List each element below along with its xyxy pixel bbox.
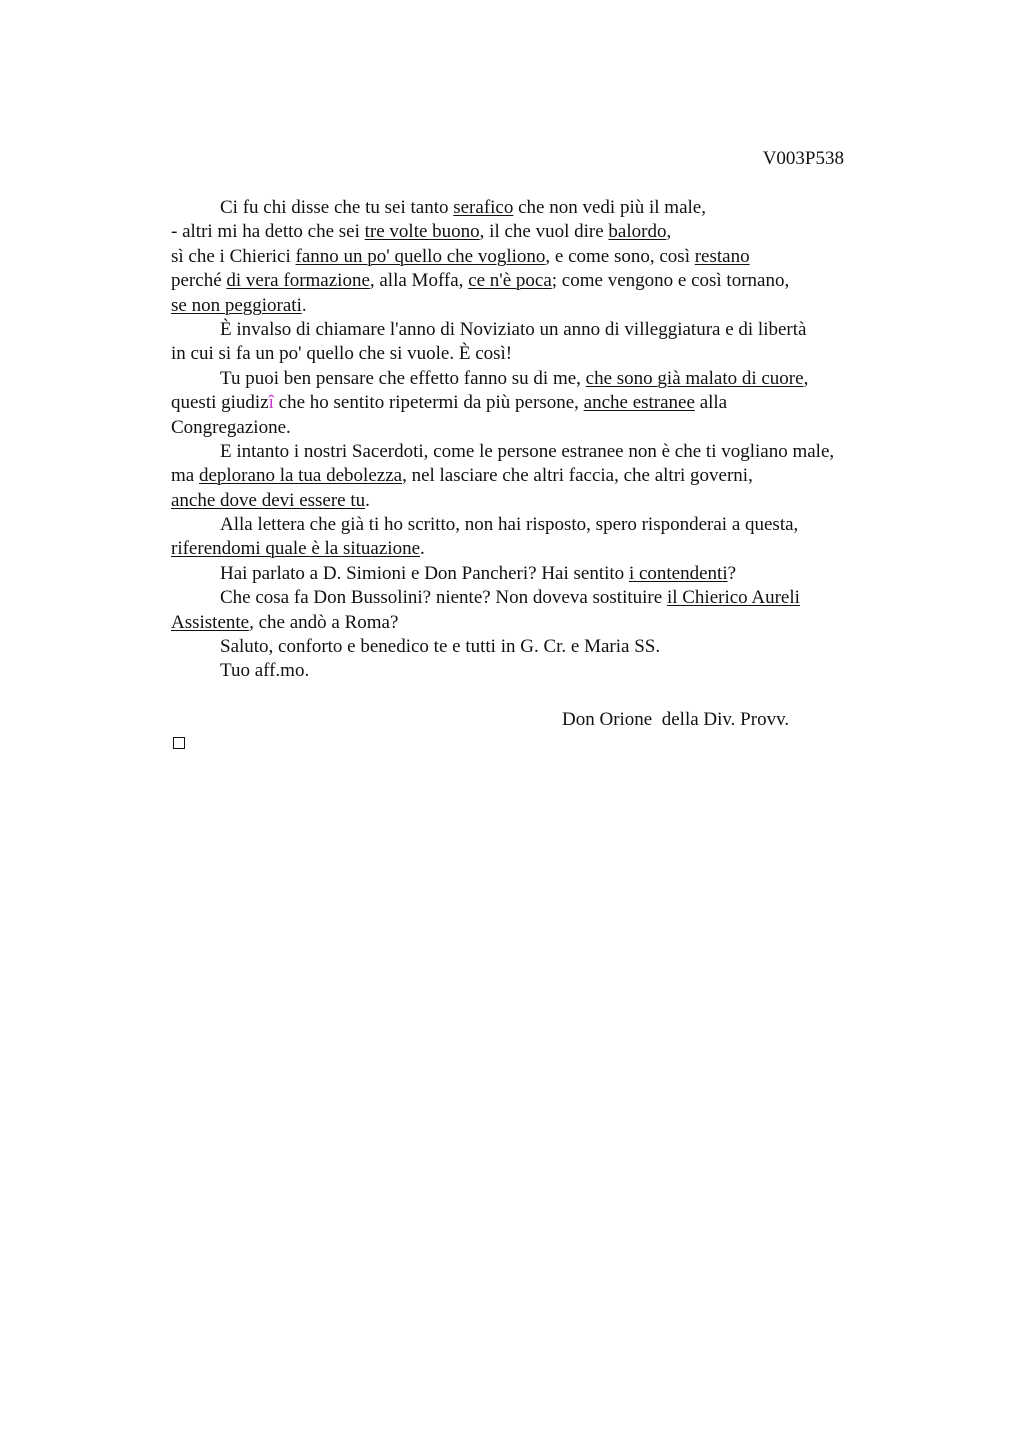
text-line [171,635,891,659]
underlined-phrase: restano [694,245,750,267]
underlined-phrase: serafico [453,197,514,218]
underlined-phrase: anche estranee [583,392,695,414]
text-segment: Saluto, conforto e benedico te e tutti in G. Cr. e Maria SS. [220,636,661,658]
text-line [171,245,891,269]
text-segment: , il che vuol dire [479,221,609,243]
text-segment: Che cosa fa Don Bussolini? niente? Non doveva sostituire [220,587,667,609]
underlined-phrase: i contendenti [628,562,728,584]
text-segment: . [365,489,370,511]
text-line [171,513,891,537]
text-segment: ma [171,465,199,487]
text-segment: , che andò a Roma? [249,611,399,633]
text-segment: Tuo aff.mo. [220,660,310,682]
text-segment: È invalso di chiamare l'anno di Noviziato un anno di villeggiatura e di libertà [220,318,807,340]
text-segment: . [420,538,425,560]
page-identifier: V003P538 [762,148,844,169]
text-segment: questi giudiz [171,392,269,414]
text-line [171,489,891,513]
text-segment: . [301,294,307,316]
text-line [171,196,891,220]
text-segment: , e come sono, così [545,245,695,267]
text-line [171,220,891,244]
text-line [171,269,891,293]
text-line [171,586,891,610]
underlined-phrase: fanno un po' quello che vogliono [295,245,546,267]
square-outline-icon [173,737,185,749]
text-line [171,294,891,318]
text-segment: Alla lettera che già ti ho scritto, non hai risposto, spero risponderai a questa, [220,514,799,536]
text-segment: , [666,221,672,243]
text-segment: in cui si fa un po' quello che si vuole. È così! [171,343,513,365]
text-segment: Hai parlato a D. Simioni e Don Pancheri? Hai sentito [220,562,629,584]
text-segment: Tu puoi ben pensare che effetto fanno su di me, [220,367,586,389]
text-line [171,562,891,586]
text-segment: alla [694,392,728,414]
text-segment: , alla Moffa, [369,270,469,292]
text-line [171,342,891,366]
text-segment: ; come vengono e così tornano, [551,270,790,292]
underlined-phrase: balordo [608,221,667,243]
underlined-phrase: tre volte buono [364,221,480,243]
text-segment: ? [727,562,737,584]
underlined-phrase: riferendomi quale è la situazione [171,538,421,560]
text-line [171,318,891,342]
underlined-phrase: deplorano la tua debolezza [198,465,403,487]
text-segment: , [803,367,809,389]
marked-character: î [268,392,274,414]
underlined-phrase: ce n'è poca [468,270,552,292]
text-line [171,464,891,488]
text-line [171,416,891,440]
underlined-phrase: il Chierico Aureli [666,587,800,609]
text-line [171,537,891,561]
text-segment: Ci fu chi disse che tu sei tanto [220,197,454,218]
underlined-phrase: Assistente [171,611,250,633]
underlined-phrase: che sono già malato di cuore [585,367,804,389]
underlined-phrase: se non peggiorati [171,294,302,316]
text-segment: E intanto i nostri Sacerdoti, come le persone estranee non è che ti vogliano male, [220,440,835,462]
letter-body [171,196,891,684]
text-line [171,440,891,464]
text-segment: sì che i Chierici [171,245,296,267]
text-segment: , nel lasciare che altri faccia, che altri governi, [402,465,753,487]
text-line [171,391,891,415]
text-segment: che non vedi più il male, [513,197,706,218]
text-segment: perché [171,270,227,292]
signature: Don Orione della Div. Provv. [562,709,790,730]
underlined-phrase: anche dove devi essere tu [171,489,366,511]
text-line [171,611,891,635]
text-segment: - altri mi ha detto che sei [171,221,365,243]
underlined-phrase: di vera formazione [226,270,370,292]
text-line [171,659,891,683]
text-segment: che ho sentito ripetermi da più persone, [273,392,584,414]
text-line [171,367,891,391]
text-segment: Congregazione. [171,416,291,438]
